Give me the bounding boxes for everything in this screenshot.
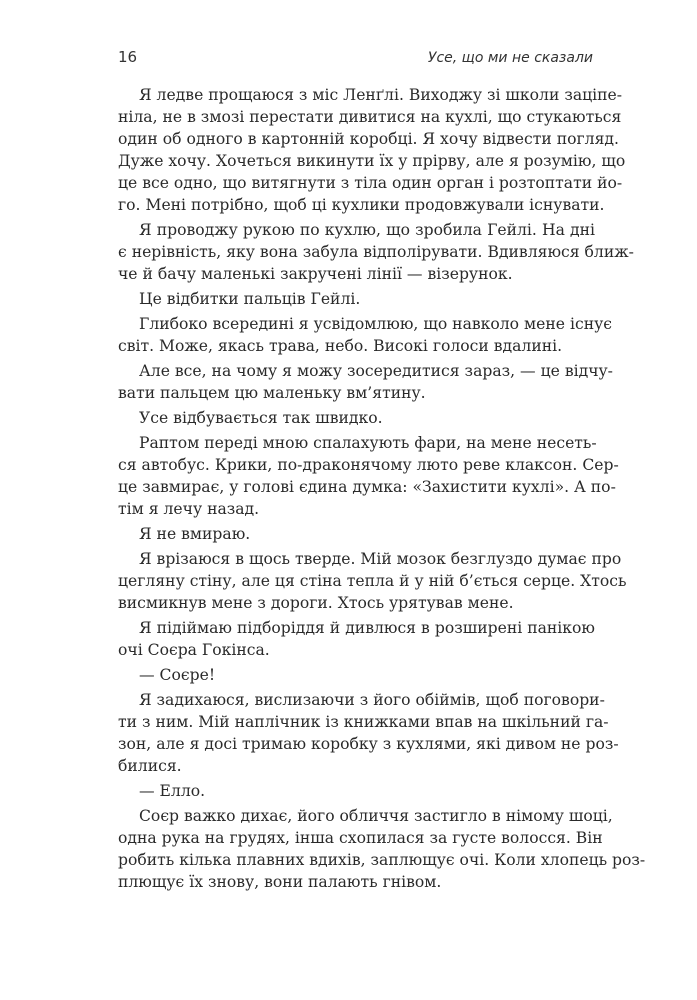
paragraph [118,313,612,357]
paragraph [118,689,619,777]
text-line: це завмирає, у голові єдина думка: «Захистити кухлі». А по- [118,478,616,496]
text-line: Я не вмираю. [139,525,251,543]
text-line: Я задихаюся, вислизаючи з його обіймів, щоб поговори- [139,691,605,709]
text-line: Я ледве прощаюся з міс Ленґлі. Виходжу зі школи заціпе- [139,86,623,104]
paragraph [118,360,613,404]
paragraph [118,432,619,520]
text-line: Раптом переді мною спалахують фари, на мене несеть- [139,434,597,452]
text-line: тім я лечу назад. [118,500,260,518]
text-line: билися. [118,757,182,775]
paragraph [118,805,646,893]
text-line: плющує їх знову, вони палають гнівом. [118,873,442,891]
text-line: го. Мені потрібно, щоб ці кухлики продовжували існувати. [118,196,605,214]
paragraph [118,288,595,310]
paragraph [118,84,626,216]
text-line: Це відбитки пальців Гейлі. [139,290,361,308]
text-line: Дуже хочу. Хочеться викинути їх у прірву, але я розумію, що [118,152,626,170]
text-line: ніла, не в змозі перестати дивитися на кухлі, що стукаються [118,108,622,126]
text-line: Але все, на чому я можу зосередитися зараз, — це відчу- [139,362,613,380]
text-line: робить кілька плавних вдихів, заплющує очі. Коли хлопець роз- [118,851,646,869]
page-header [118,48,593,72]
text-line: Я врізаюся в щось тверде. Мій мозок безглуздо думає про [139,550,622,568]
text-line: Я проводжу рукою по кухлю, що зробила Гейлі. На дні [139,221,595,239]
text-line: — Соєре! [139,666,216,684]
running-title: Усе, що ми не сказали [427,50,593,66]
text-line: Усе відбувається так швидко. [139,409,383,427]
paragraph [118,664,595,686]
paragraph [118,548,627,614]
text-line: одна рука на грудях, інша схопилася за густе волосся. Він [118,829,603,847]
text-line: че й бачу маленькі закручені лінії — візерунок. [118,265,513,283]
text-line: ти з ним. Мій наплічник із книжками впав на шкільний га- [118,713,609,731]
text-line: зон, але я досі тримаю коробку з кухлями, які дивом не роз- [118,735,619,753]
text-line: Я підіймаю підборіддя й дивлюся в розширені панікою [139,619,595,637]
body-text [118,84,646,896]
text-line: висмикнув мене з дороги. Хтось урятував мене. [118,594,514,612]
text-line: це все одно, що витягнути з тіла один орган і розтоптати йо- [118,174,623,192]
paragraph [118,780,595,802]
text-line: Соєр важко дихає, його обличчя застигло в німому шоці, [139,807,613,825]
text-line: — Елло. [139,782,206,800]
paragraph [118,219,634,285]
paragraph [118,407,595,429]
text-line: один об одного в картонній коробці. Я хочу відвести погляд. [118,130,619,148]
text-line: ся автобус. Крики, по-драконячому люто реве клаксон. Сер- [118,456,619,474]
paragraph [118,523,595,545]
text-line: вати пальцем цю маленьку вм’ятину. [118,384,426,402]
text-line: є нерівність, яку вона забула відполірувати. Вдивляюся ближ- [118,243,634,261]
text-line: світ. Може, якась трава, небо. Високі голоси вдалині. [118,337,563,355]
text-line: цегляну стіну, але ця стіна тепла й у ній б’ється серце. Хтось [118,572,627,590]
text-line: Глибоко всередині я усвідомлюю, що навколо мене існує [139,315,612,333]
text-line: очі Соєра Гокінса. [118,641,270,659]
paragraph [118,617,595,661]
page-number: 16 [118,48,138,66]
